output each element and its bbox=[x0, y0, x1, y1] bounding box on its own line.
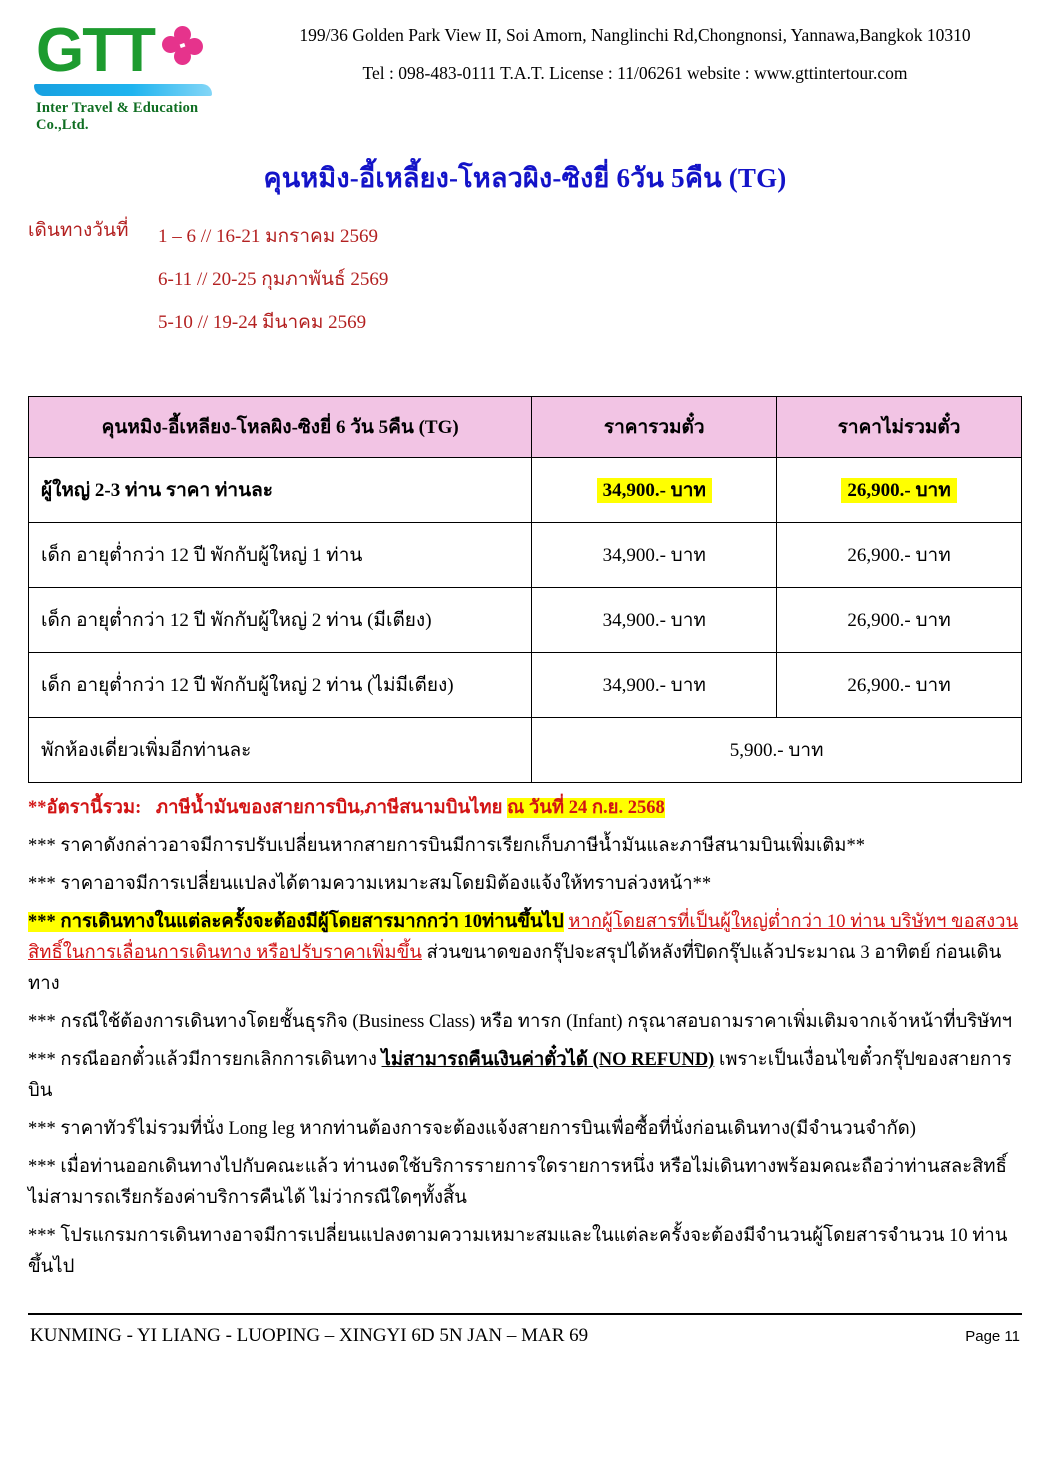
note-item: *** ราคาทัวร์ไม่รวมที่นั่ง Long leg หากท่านต้องการจะต้องแจ้งสายการบินเพื่อซื้อที่นั่งก่อนเดินทาง(มีจำนวนจำกัด) bbox=[28, 1119, 916, 1139]
note-inclusion-label: **อัตรานี้รวม: bbox=[28, 798, 142, 818]
note-inclusion-date: ณ วันที่ 24 ก.ย. 2568 bbox=[507, 798, 665, 818]
company-logo bbox=[28, 14, 238, 132]
address-line: 199/36 Golden Park View II, Soi Amorn, Nanglinchi Rd,Chongnonsi, Yannawa,Bangkok 10310 bbox=[299, 25, 971, 45]
note-min-pax-tail: ส่วนขนาดของกรุ๊ปจะสรุปได้หลังที่ปิดกรุ๊ปแล้วประมาณ 3 อาทิตย์ ก่อนเดินทาง bbox=[28, 943, 1002, 994]
row-with-ticket bbox=[532, 458, 777, 523]
note-item: *** เมื่อท่านออกเดินทางไปกับคณะแล้ว ท่านงดใช้บริการรายการใดรายการหนึ่ง หรือไม่เดินทางพร้อมคณะถือว่าท่านสละสิทธิ์ไม่สามารถเรียกร้องค่าบริการคืนได้ ไม่ว่ากรณีใดๆทั้งสิ้น bbox=[28, 1157, 1007, 1208]
row-without-ticket: 26,900.- บาท bbox=[777, 588, 1022, 653]
logo-text: GTT bbox=[36, 16, 154, 85]
date-item: 5-10 // 19-24 มีนาคม 2569 bbox=[158, 312, 367, 333]
note-item bbox=[28, 907, 1022, 1000]
note-inclusion-text: ภาษีน้ำมันของสายการบิน,ภาษีสนามบินไทย bbox=[155, 798, 503, 818]
row-label: เด็ก อายุต่ำกว่า 12 ปี พักกับผู้ใหญ่ 1 ท่าน bbox=[29, 523, 532, 588]
logo-subtitle: Inter Travel & Education Co.,Ltd. bbox=[36, 100, 199, 133]
header-with-ticket: ราคารวมตั๋ว bbox=[532, 397, 777, 458]
header-without-ticket: ราคาไม่รวมตั๋ว bbox=[777, 397, 1022, 458]
note-refund-tail: เพราะเป็นเงื่อนไขตั๋วกรุ๊ปของสายการบิน bbox=[28, 1050, 1012, 1101]
footer-title: KUNMING - YI LIANG - LUOPING – XINGYI 6D 5N JAN – MAR 69 bbox=[30, 1325, 589, 1346]
company-address-block bbox=[248, 14, 1022, 86]
row-with-ticket: 34,900.- บาท bbox=[532, 588, 777, 653]
row-without-ticket bbox=[777, 458, 1022, 523]
contact-line: Tel : 098-483-0111 T.A.T. License : 11/06261 website : www.gttintertour.com bbox=[362, 63, 908, 83]
note-item bbox=[28, 793, 1022, 824]
logo-graphic bbox=[28, 16, 224, 133]
table-row bbox=[29, 588, 1022, 653]
note-item: *** โปรแกรมการเดินทางอาจมีการเปลี่ยนแปลงตามความเหมาะสมและในแต่ละครั้งจะต้องมีจำนวนผู้โดยสารจำนวน 10 ท่านขึ้นไป bbox=[28, 1226, 1008, 1277]
logo-swoosh bbox=[34, 84, 212, 96]
single-room-price: 5,900.- บาท bbox=[532, 718, 1022, 783]
price-highlight: 26,900.- บาท bbox=[841, 478, 956, 503]
header-package: คุนหมิง-อี้เหลียง-โหลผิง-ซิงยี่ 6 วัน 5คืน (TG) bbox=[29, 397, 532, 458]
flower-icon bbox=[160, 26, 204, 66]
row-without-ticket: 26,900.- บาท bbox=[777, 523, 1022, 588]
row-without-ticket: 26,900.- บาท bbox=[777, 653, 1022, 718]
page-title: คุนหมิง-อี้เหลี้ยง-โหลวผิง-ซิงยี่ 6วัน 5คืน (TG) bbox=[263, 163, 787, 193]
table-row bbox=[29, 653, 1022, 718]
conditions-notes bbox=[28, 793, 1022, 1283]
row-label: พักห้องเดี่ยวเพิ่มอีกท่านละ bbox=[29, 718, 532, 783]
table-row bbox=[29, 523, 1022, 588]
date-item: 1 – 6 // 16-21 มกราคม 2569 bbox=[158, 226, 379, 247]
note-item: *** ราคาอาจมีการเปลี่ยนแปลงได้ตามความเหมาะสมโดยมิต้องแจ้งให้ทราบล่วงหน้า** bbox=[28, 874, 712, 894]
note-no-refund: ไม่สามารถคืนเงินค่าตั๋วได้ (NO REFUND) bbox=[381, 1050, 715, 1070]
table-row bbox=[29, 458, 1022, 523]
page-number: Page 11 bbox=[965, 1327, 1020, 1345]
note-refund-head: *** กรณีออกตั๋วแล้วมีการยกเลิกการเดินทาง bbox=[28, 1050, 377, 1070]
price-highlight: 34,900.- บาท bbox=[597, 478, 712, 503]
date-item: 6-11 // 20-25 กุมภาพันธ์ 2569 bbox=[158, 269, 389, 290]
departure-dates bbox=[28, 215, 1022, 344]
price-table bbox=[28, 396, 1022, 783]
table-row-single-room bbox=[29, 718, 1022, 783]
document-header bbox=[28, 14, 1022, 134]
row-label: ผู้ใหญ่ 2-3 ท่าน ราคา ท่านละ bbox=[29, 458, 532, 523]
row-label: เด็ก อายุต่ำกว่า 12 ปี พักกับผู้ใหญ่ 2 ท่าน (มีเตียง) bbox=[29, 588, 532, 653]
departure-dates-list bbox=[158, 215, 1022, 344]
table-header-row bbox=[29, 397, 1022, 458]
departure-dates-label: เดินทางวันที่ bbox=[28, 220, 129, 241]
note-min-pax: *** การเดินทางในแต่ละครั้งจะต้องมีผู้โดยสารมากกว่า 10ท่านขึ้นไป bbox=[28, 912, 564, 932]
document-footer bbox=[28, 1315, 1022, 1363]
note-item bbox=[28, 1045, 1022, 1107]
note-min-pax-detail: หากผู้โดยสารที่เป็นผู้ใหญ่ต่ำกว่า 10 ท่าน บริษัทฯ ขอสงวนสิทธิ์ในการเลื่อนการเดินทาง หรือปรับราคาเพิ่มขึ้น bbox=[28, 912, 1019, 963]
row-label: เด็ก อายุต่ำกว่า 12 ปี พักกับผู้ใหญ่ 2 ท่าน (ไม่มีเตียง) bbox=[29, 653, 532, 718]
note-item: *** ราคาดังกล่าวอาจมีการปรับเปลี่ยนหากสายการบินมีการเรียกเก็บภาษีน้ำมันและภาษีสนามบินเพิ่มเติม** bbox=[28, 836, 865, 856]
note-item: *** กรณีใช้ต้องการเดินทางโดยชั้นธุรกิจ (Business Class) หรือ ทารก (Infant) กรุณาสอบถามราคาเพิ่มเติมจากเจ้าหน้าที่บริษัทฯ bbox=[28, 1012, 1013, 1032]
row-with-ticket: 34,900.- บาท bbox=[532, 523, 777, 588]
row-with-ticket: 34,900.- บาท bbox=[532, 653, 777, 718]
